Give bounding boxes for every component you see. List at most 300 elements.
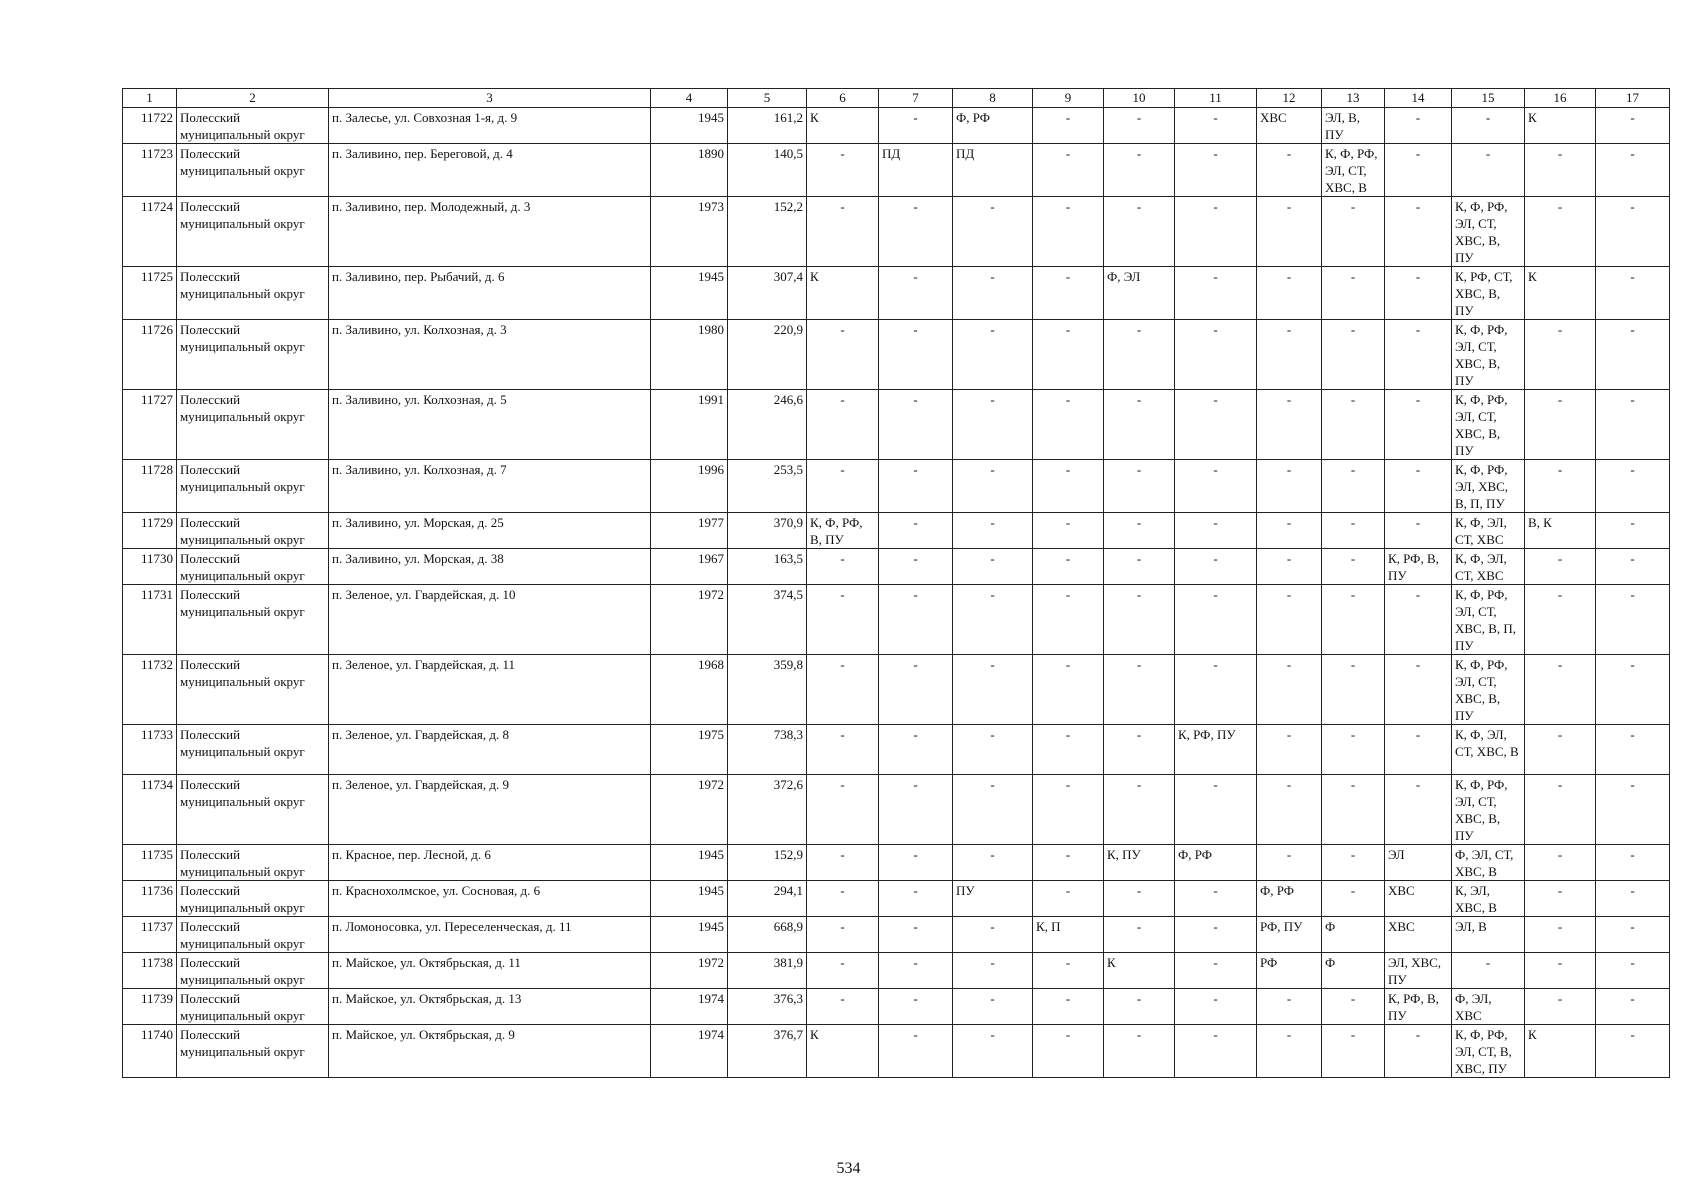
cell-col-15: К, ЭЛ, ХВС, В <box>1452 881 1525 917</box>
cell-col-14: - <box>1385 390 1452 460</box>
cell-col-5: 372,6 <box>728 775 807 845</box>
cell-col-6: - <box>807 144 879 197</box>
cell-col-10: - <box>1104 513 1175 549</box>
cell-col-12: - <box>1257 460 1322 513</box>
cell-col-17: - <box>1596 390 1670 460</box>
cell-col-12: - <box>1257 267 1322 320</box>
cell-col-3: п. Майское, ул. Октябрьская, д. 9 <box>329 1025 651 1078</box>
cell-col-7: - <box>879 197 953 267</box>
cell-col-6: - <box>807 320 879 390</box>
cell-col-12: - <box>1257 845 1322 881</box>
cell-col-1: 11740 <box>123 1025 177 1078</box>
cell-col-3: п. Зеленое, ул. Гвардейская, д. 11 <box>329 655 651 725</box>
cell-col-7: - <box>879 513 953 549</box>
cell-col-4: 1968 <box>651 655 728 725</box>
column-header-17: 17 <box>1596 89 1670 108</box>
cell-col-10: - <box>1104 917 1175 953</box>
cell-col-4: 1974 <box>651 989 728 1025</box>
cell-col-13: - <box>1322 845 1385 881</box>
cell-col-15: Ф, ЭЛ, ХВС <box>1452 989 1525 1025</box>
column-header-1: 1 <box>123 89 177 108</box>
cell-col-15: К, Ф, РФ, ЭЛ, СТ, В, ХВС, ПУ <box>1452 1025 1525 1078</box>
cell-col-13: - <box>1322 267 1385 320</box>
cell-col-2: Полесский муниципальный округ <box>177 513 329 549</box>
column-header-11: 11 <box>1175 89 1257 108</box>
cell-col-16: - <box>1525 144 1596 197</box>
cell-col-13: - <box>1322 197 1385 267</box>
table-row <box>123 390 1670 460</box>
cell-col-8: - <box>953 460 1033 513</box>
cell-col-2: Полесский муниципальный округ <box>177 585 329 655</box>
header-row <box>123 89 1670 108</box>
cell-col-5: 376,7 <box>728 1025 807 1078</box>
cell-col-11: - <box>1175 390 1257 460</box>
cell-col-13: - <box>1322 513 1385 549</box>
cell-col-13: - <box>1322 989 1385 1025</box>
cell-col-2: Полесский муниципальный округ <box>177 267 329 320</box>
cell-col-7: - <box>879 390 953 460</box>
cell-col-12: - <box>1257 549 1322 585</box>
cell-col-14: - <box>1385 513 1452 549</box>
cell-col-9: - <box>1033 585 1104 655</box>
cell-col-16: - <box>1525 197 1596 267</box>
cell-col-1: 11733 <box>123 725 177 775</box>
cell-col-10: - <box>1104 197 1175 267</box>
cell-col-4: 1945 <box>651 845 728 881</box>
cell-col-8: - <box>953 1025 1033 1078</box>
cell-col-14: - <box>1385 1025 1452 1078</box>
cell-col-9: - <box>1033 267 1104 320</box>
cell-col-5: 152,9 <box>728 845 807 881</box>
cell-col-17: - <box>1596 144 1670 197</box>
cell-col-15: К, Ф, ЭЛ, СТ, ХВС <box>1452 513 1525 549</box>
cell-col-7: - <box>879 267 953 320</box>
cell-col-6: - <box>807 881 879 917</box>
cell-col-1: 11732 <box>123 655 177 725</box>
cell-col-8: - <box>953 390 1033 460</box>
cell-col-11: - <box>1175 1025 1257 1078</box>
cell-col-17: - <box>1596 917 1670 953</box>
cell-col-2: Полесский муниципальный округ <box>177 1025 329 1078</box>
cell-col-6: - <box>807 775 879 845</box>
cell-col-14: - <box>1385 267 1452 320</box>
cell-col-10: - <box>1104 1025 1175 1078</box>
cell-col-3: п. Красное, пер. Лесной, д. 6 <box>329 845 651 881</box>
cell-col-9: - <box>1033 655 1104 725</box>
cell-col-16: - <box>1525 390 1596 460</box>
cell-col-9: - <box>1033 953 1104 989</box>
table-row <box>123 989 1670 1025</box>
cell-col-15: - <box>1452 108 1525 144</box>
cell-col-14: К, РФ, В, ПУ <box>1385 549 1452 585</box>
cell-col-17: - <box>1596 460 1670 513</box>
cell-col-8: ПД <box>953 144 1033 197</box>
cell-col-1: 11734 <box>123 775 177 845</box>
cell-col-1: 11727 <box>123 390 177 460</box>
table-row <box>123 513 1670 549</box>
cell-col-11: - <box>1175 144 1257 197</box>
housing-register-table <box>122 88 1670 1078</box>
cell-col-14: - <box>1385 725 1452 775</box>
cell-col-8: - <box>953 267 1033 320</box>
cell-col-15: К, Ф, РФ, ЭЛ, СТ, ХВС, В, П, ПУ <box>1452 585 1525 655</box>
cell-col-17: - <box>1596 585 1670 655</box>
cell-col-4: 1945 <box>651 108 728 144</box>
cell-col-3: п. Майское, ул. Октябрьская, д. 13 <box>329 989 651 1025</box>
cell-col-11: К, РФ, ПУ <box>1175 725 1257 775</box>
cell-col-17: - <box>1596 655 1670 725</box>
cell-col-17: - <box>1596 549 1670 585</box>
cell-col-6: - <box>807 917 879 953</box>
cell-col-9: - <box>1033 513 1104 549</box>
cell-col-10: - <box>1104 390 1175 460</box>
cell-col-11: - <box>1175 267 1257 320</box>
cell-col-6: - <box>807 725 879 775</box>
cell-col-13: - <box>1322 390 1385 460</box>
cell-col-16: - <box>1525 775 1596 845</box>
cell-col-12: - <box>1257 144 1322 197</box>
column-header-14: 14 <box>1385 89 1452 108</box>
cell-col-14: ЭЛ, ХВС, ПУ <box>1385 953 1452 989</box>
cell-col-17: - <box>1596 267 1670 320</box>
cell-col-14: - <box>1385 108 1452 144</box>
cell-col-10: - <box>1104 549 1175 585</box>
column-header-3: 3 <box>329 89 651 108</box>
cell-col-9: - <box>1033 197 1104 267</box>
cell-col-4: 1945 <box>651 267 728 320</box>
column-header-13: 13 <box>1322 89 1385 108</box>
cell-col-6: - <box>807 460 879 513</box>
cell-col-4: 1973 <box>651 197 728 267</box>
cell-col-5: 359,8 <box>728 655 807 725</box>
cell-col-16: - <box>1525 725 1596 775</box>
cell-col-3: п. Зеленое, ул. Гвардейская, д. 10 <box>329 585 651 655</box>
cell-col-1: 11731 <box>123 585 177 655</box>
cell-col-8: - <box>953 775 1033 845</box>
cell-col-10: К, ПУ <box>1104 845 1175 881</box>
cell-col-5: 152,2 <box>728 197 807 267</box>
cell-col-7: - <box>879 585 953 655</box>
cell-col-17: - <box>1596 989 1670 1025</box>
cell-col-13: - <box>1322 655 1385 725</box>
cell-col-4: 1972 <box>651 585 728 655</box>
cell-col-14: - <box>1385 585 1452 655</box>
cell-col-16: - <box>1525 320 1596 390</box>
cell-col-17: - <box>1596 108 1670 144</box>
cell-col-6: - <box>807 989 879 1025</box>
cell-col-15: К, Ф, ЭЛ, СТ, ХВС <box>1452 549 1525 585</box>
cell-col-14: - <box>1385 655 1452 725</box>
cell-col-3: п. Заливино, ул. Морская, д. 38 <box>329 549 651 585</box>
cell-col-10: - <box>1104 320 1175 390</box>
column-header-7: 7 <box>879 89 953 108</box>
column-header-15: 15 <box>1452 89 1525 108</box>
table-row <box>123 549 1670 585</box>
cell-col-17: - <box>1596 953 1670 989</box>
cell-col-8: - <box>953 513 1033 549</box>
cell-col-12: - <box>1257 320 1322 390</box>
cell-col-4: 1977 <box>651 513 728 549</box>
cell-col-3: п. Ломоносовка, ул. Переселенческая, д. 11 <box>329 917 651 953</box>
cell-col-1: 11728 <box>123 460 177 513</box>
cell-col-1: 11736 <box>123 881 177 917</box>
cell-col-6: К, Ф, РФ, В, ПУ <box>807 513 879 549</box>
cell-col-15: - <box>1452 144 1525 197</box>
cell-col-15: К, Ф, РФ, ЭЛ, СТ, ХВС, В, ПУ <box>1452 775 1525 845</box>
cell-col-12: - <box>1257 197 1322 267</box>
cell-col-3: п. Краснохолмское, ул. Сосновая, д. 6 <box>329 881 651 917</box>
cell-col-11: - <box>1175 775 1257 845</box>
cell-col-7: - <box>879 845 953 881</box>
cell-col-16: - <box>1525 655 1596 725</box>
cell-col-4: 1972 <box>651 953 728 989</box>
column-header-8: 8 <box>953 89 1033 108</box>
cell-col-5: 381,9 <box>728 953 807 989</box>
cell-col-12: - <box>1257 989 1322 1025</box>
cell-col-13: - <box>1322 881 1385 917</box>
cell-col-5: 253,5 <box>728 460 807 513</box>
cell-col-16: - <box>1525 585 1596 655</box>
cell-col-5: 370,9 <box>728 513 807 549</box>
cell-col-2: Полесский муниципальный округ <box>177 144 329 197</box>
cell-col-1: 11725 <box>123 267 177 320</box>
column-header-16: 16 <box>1525 89 1596 108</box>
table-body <box>123 108 1670 1078</box>
cell-col-10: - <box>1104 460 1175 513</box>
cell-col-1: 11730 <box>123 549 177 585</box>
cell-col-16: К <box>1525 108 1596 144</box>
cell-col-11: Ф, РФ <box>1175 845 1257 881</box>
cell-col-10: - <box>1104 655 1175 725</box>
cell-col-10: - <box>1104 108 1175 144</box>
cell-col-17: - <box>1596 725 1670 775</box>
cell-col-9: - <box>1033 108 1104 144</box>
cell-col-8: - <box>953 320 1033 390</box>
cell-col-10: - <box>1104 881 1175 917</box>
cell-col-8: - <box>953 845 1033 881</box>
column-header-5: 5 <box>728 89 807 108</box>
cell-col-11: - <box>1175 108 1257 144</box>
cell-col-13: - <box>1322 1025 1385 1078</box>
cell-col-8: - <box>953 549 1033 585</box>
cell-col-14: К, РФ, В, ПУ <box>1385 989 1452 1025</box>
column-header-9: 9 <box>1033 89 1104 108</box>
cell-col-14: ХВС <box>1385 917 1452 953</box>
table-row <box>123 775 1670 845</box>
cell-col-16: - <box>1525 460 1596 513</box>
cell-col-3: п. Майское, ул. Октябрьская, д. 11 <box>329 953 651 989</box>
cell-col-10: К <box>1104 953 1175 989</box>
cell-col-11: - <box>1175 917 1257 953</box>
cell-col-8: ПУ <box>953 881 1033 917</box>
cell-col-3: п. Зеленое, ул. Гвардейская, д. 8 <box>329 725 651 775</box>
cell-col-6: - <box>807 845 879 881</box>
cell-col-13: Ф <box>1322 953 1385 989</box>
cell-col-7: - <box>879 917 953 953</box>
cell-col-5: 161,2 <box>728 108 807 144</box>
cell-col-6: К <box>807 267 879 320</box>
cell-col-15: К, Ф, РФ, ЭЛ, СТ, ХВС, В, ПУ <box>1452 320 1525 390</box>
cell-col-5: 668,9 <box>728 917 807 953</box>
cell-col-2: Полесский муниципальный округ <box>177 725 329 775</box>
cell-col-16: В, К <box>1525 513 1596 549</box>
cell-col-3: п. Заливино, пер. Молодежный, д. 3 <box>329 197 651 267</box>
column-header-6: 6 <box>807 89 879 108</box>
cell-col-6: К <box>807 1025 879 1078</box>
cell-col-6: - <box>807 197 879 267</box>
cell-col-10: - <box>1104 989 1175 1025</box>
cell-col-11: - <box>1175 953 1257 989</box>
cell-col-5: 163,5 <box>728 549 807 585</box>
cell-col-2: Полесский муниципальный округ <box>177 108 329 144</box>
cell-col-1: 11729 <box>123 513 177 549</box>
table-row <box>123 655 1670 725</box>
cell-col-17: - <box>1596 320 1670 390</box>
table-row <box>123 953 1670 989</box>
cell-col-15: К, Ф, РФ, ЭЛ, СТ, ХВС, В, ПУ <box>1452 197 1525 267</box>
cell-col-8: Ф, РФ <box>953 108 1033 144</box>
cell-col-2: Полесский муниципальный округ <box>177 390 329 460</box>
cell-col-13: Ф <box>1322 917 1385 953</box>
cell-col-10: Ф, ЭЛ <box>1104 267 1175 320</box>
cell-col-3: п. Заливино, пер. Рыбачий, д. 6 <box>329 267 651 320</box>
cell-col-8: - <box>953 197 1033 267</box>
cell-col-4: 1980 <box>651 320 728 390</box>
cell-col-4: 1945 <box>651 917 728 953</box>
cell-col-15: К, Ф, РФ, ЭЛ, СТ, ХВС, В, ПУ <box>1452 655 1525 725</box>
cell-col-3: п. Заливино, ул. Морская, д. 25 <box>329 513 651 549</box>
cell-col-11: - <box>1175 460 1257 513</box>
cell-col-1: 11723 <box>123 144 177 197</box>
cell-col-2: Полесский муниципальный округ <box>177 320 329 390</box>
cell-col-16: К <box>1525 1025 1596 1078</box>
cell-col-15: К, Ф, РФ, ЭЛ, ХВС, В, П, ПУ <box>1452 460 1525 513</box>
cell-col-4: 1991 <box>651 390 728 460</box>
cell-col-2: Полесский муниципальный округ <box>177 655 329 725</box>
table-row <box>123 320 1670 390</box>
cell-col-3: п. Зеленое, ул. Гвардейская, д. 9 <box>329 775 651 845</box>
cell-col-1: 11735 <box>123 845 177 881</box>
cell-col-15: К, РФ, СТ, ХВС, В, ПУ <box>1452 267 1525 320</box>
cell-col-8: - <box>953 585 1033 655</box>
cell-col-14: ХВС <box>1385 881 1452 917</box>
cell-col-9: - <box>1033 725 1104 775</box>
cell-col-2: Полесский муниципальный округ <box>177 549 329 585</box>
cell-col-5: 140,5 <box>728 144 807 197</box>
cell-col-11: - <box>1175 585 1257 655</box>
cell-col-17: - <box>1596 1025 1670 1078</box>
cell-col-3: п. Заливино, пер. Береговой, д. 4 <box>329 144 651 197</box>
cell-col-4: 1945 <box>651 881 728 917</box>
cell-col-12: Ф, РФ <box>1257 881 1322 917</box>
table-row <box>123 267 1670 320</box>
table-row <box>123 108 1670 144</box>
cell-col-11: - <box>1175 549 1257 585</box>
cell-col-10: - <box>1104 725 1175 775</box>
cell-col-6: - <box>807 655 879 725</box>
cell-col-4: 1890 <box>651 144 728 197</box>
cell-col-5: 294,1 <box>728 881 807 917</box>
cell-col-7: - <box>879 1025 953 1078</box>
cell-col-13: - <box>1322 585 1385 655</box>
cell-col-17: - <box>1596 775 1670 845</box>
cell-col-2: Полесский муниципальный округ <box>177 845 329 881</box>
cell-col-6: - <box>807 390 879 460</box>
cell-col-12: - <box>1257 390 1322 460</box>
cell-col-9: - <box>1033 775 1104 845</box>
cell-col-3: п. Заливино, ул. Колхозная, д. 3 <box>329 320 651 390</box>
cell-col-7: - <box>879 460 953 513</box>
cell-col-11: - <box>1175 989 1257 1025</box>
table-row <box>123 460 1670 513</box>
cell-col-16: - <box>1525 953 1596 989</box>
cell-col-6: - <box>807 549 879 585</box>
page-number: 534 <box>836 1160 861 1177</box>
cell-col-8: - <box>953 917 1033 953</box>
cell-col-16: - <box>1525 989 1596 1025</box>
cell-col-14: ЭЛ <box>1385 845 1452 881</box>
table-row <box>123 881 1670 917</box>
cell-col-10: - <box>1104 585 1175 655</box>
cell-col-1: 11739 <box>123 989 177 1025</box>
cell-col-11: - <box>1175 655 1257 725</box>
cell-col-16: - <box>1525 549 1596 585</box>
column-header-12: 12 <box>1257 89 1322 108</box>
cell-col-2: Полесский муниципальный округ <box>177 989 329 1025</box>
cell-col-1: 11722 <box>123 108 177 144</box>
cell-col-3: п. Заливино, ул. Колхозная, д. 5 <box>329 390 651 460</box>
cell-col-4: 1975 <box>651 725 728 775</box>
cell-col-5: 307,4 <box>728 267 807 320</box>
cell-col-17: - <box>1596 881 1670 917</box>
cell-col-9: - <box>1033 989 1104 1025</box>
cell-col-10: - <box>1104 144 1175 197</box>
cell-col-2: Полесский муниципальный округ <box>177 775 329 845</box>
cell-col-9: - <box>1033 1025 1104 1078</box>
cell-col-14: - <box>1385 775 1452 845</box>
cell-col-12: РФ, ПУ <box>1257 917 1322 953</box>
table-row <box>123 197 1670 267</box>
cell-col-8: - <box>953 725 1033 775</box>
cell-col-14: - <box>1385 197 1452 267</box>
cell-col-8: - <box>953 655 1033 725</box>
cell-col-15: К, Ф, ЭЛ, СТ, ХВС, В <box>1452 725 1525 775</box>
table-row <box>123 845 1670 881</box>
cell-col-2: Полесский муниципальный округ <box>177 953 329 989</box>
cell-col-3: п. Заливино, ул. Колхозная, д. 7 <box>329 460 651 513</box>
cell-col-1: 11724 <box>123 197 177 267</box>
cell-col-9: - <box>1033 460 1104 513</box>
cell-col-12: - <box>1257 585 1322 655</box>
cell-col-8: - <box>953 953 1033 989</box>
cell-col-2: Полесский муниципальный округ <box>177 197 329 267</box>
cell-col-2: Полесский муниципальный округ <box>177 460 329 513</box>
cell-col-15: К, Ф, РФ, ЭЛ, СТ, ХВС, В, ПУ <box>1452 390 1525 460</box>
cell-col-9: - <box>1033 845 1104 881</box>
cell-col-6: - <box>807 585 879 655</box>
cell-col-15: Ф, ЭЛ, СТ, ХВС, В <box>1452 845 1525 881</box>
cell-col-12: - <box>1257 725 1322 775</box>
cell-col-7: - <box>879 953 953 989</box>
cell-col-4: 1972 <box>651 775 728 845</box>
cell-col-7: - <box>879 989 953 1025</box>
cell-col-4: 1967 <box>651 549 728 585</box>
cell-col-15: ЭЛ, В <box>1452 917 1525 953</box>
table-row <box>123 917 1670 953</box>
cell-col-17: - <box>1596 513 1670 549</box>
cell-col-13: ЭЛ, В, ПУ <box>1322 108 1385 144</box>
cell-col-12: РФ <box>1257 953 1322 989</box>
